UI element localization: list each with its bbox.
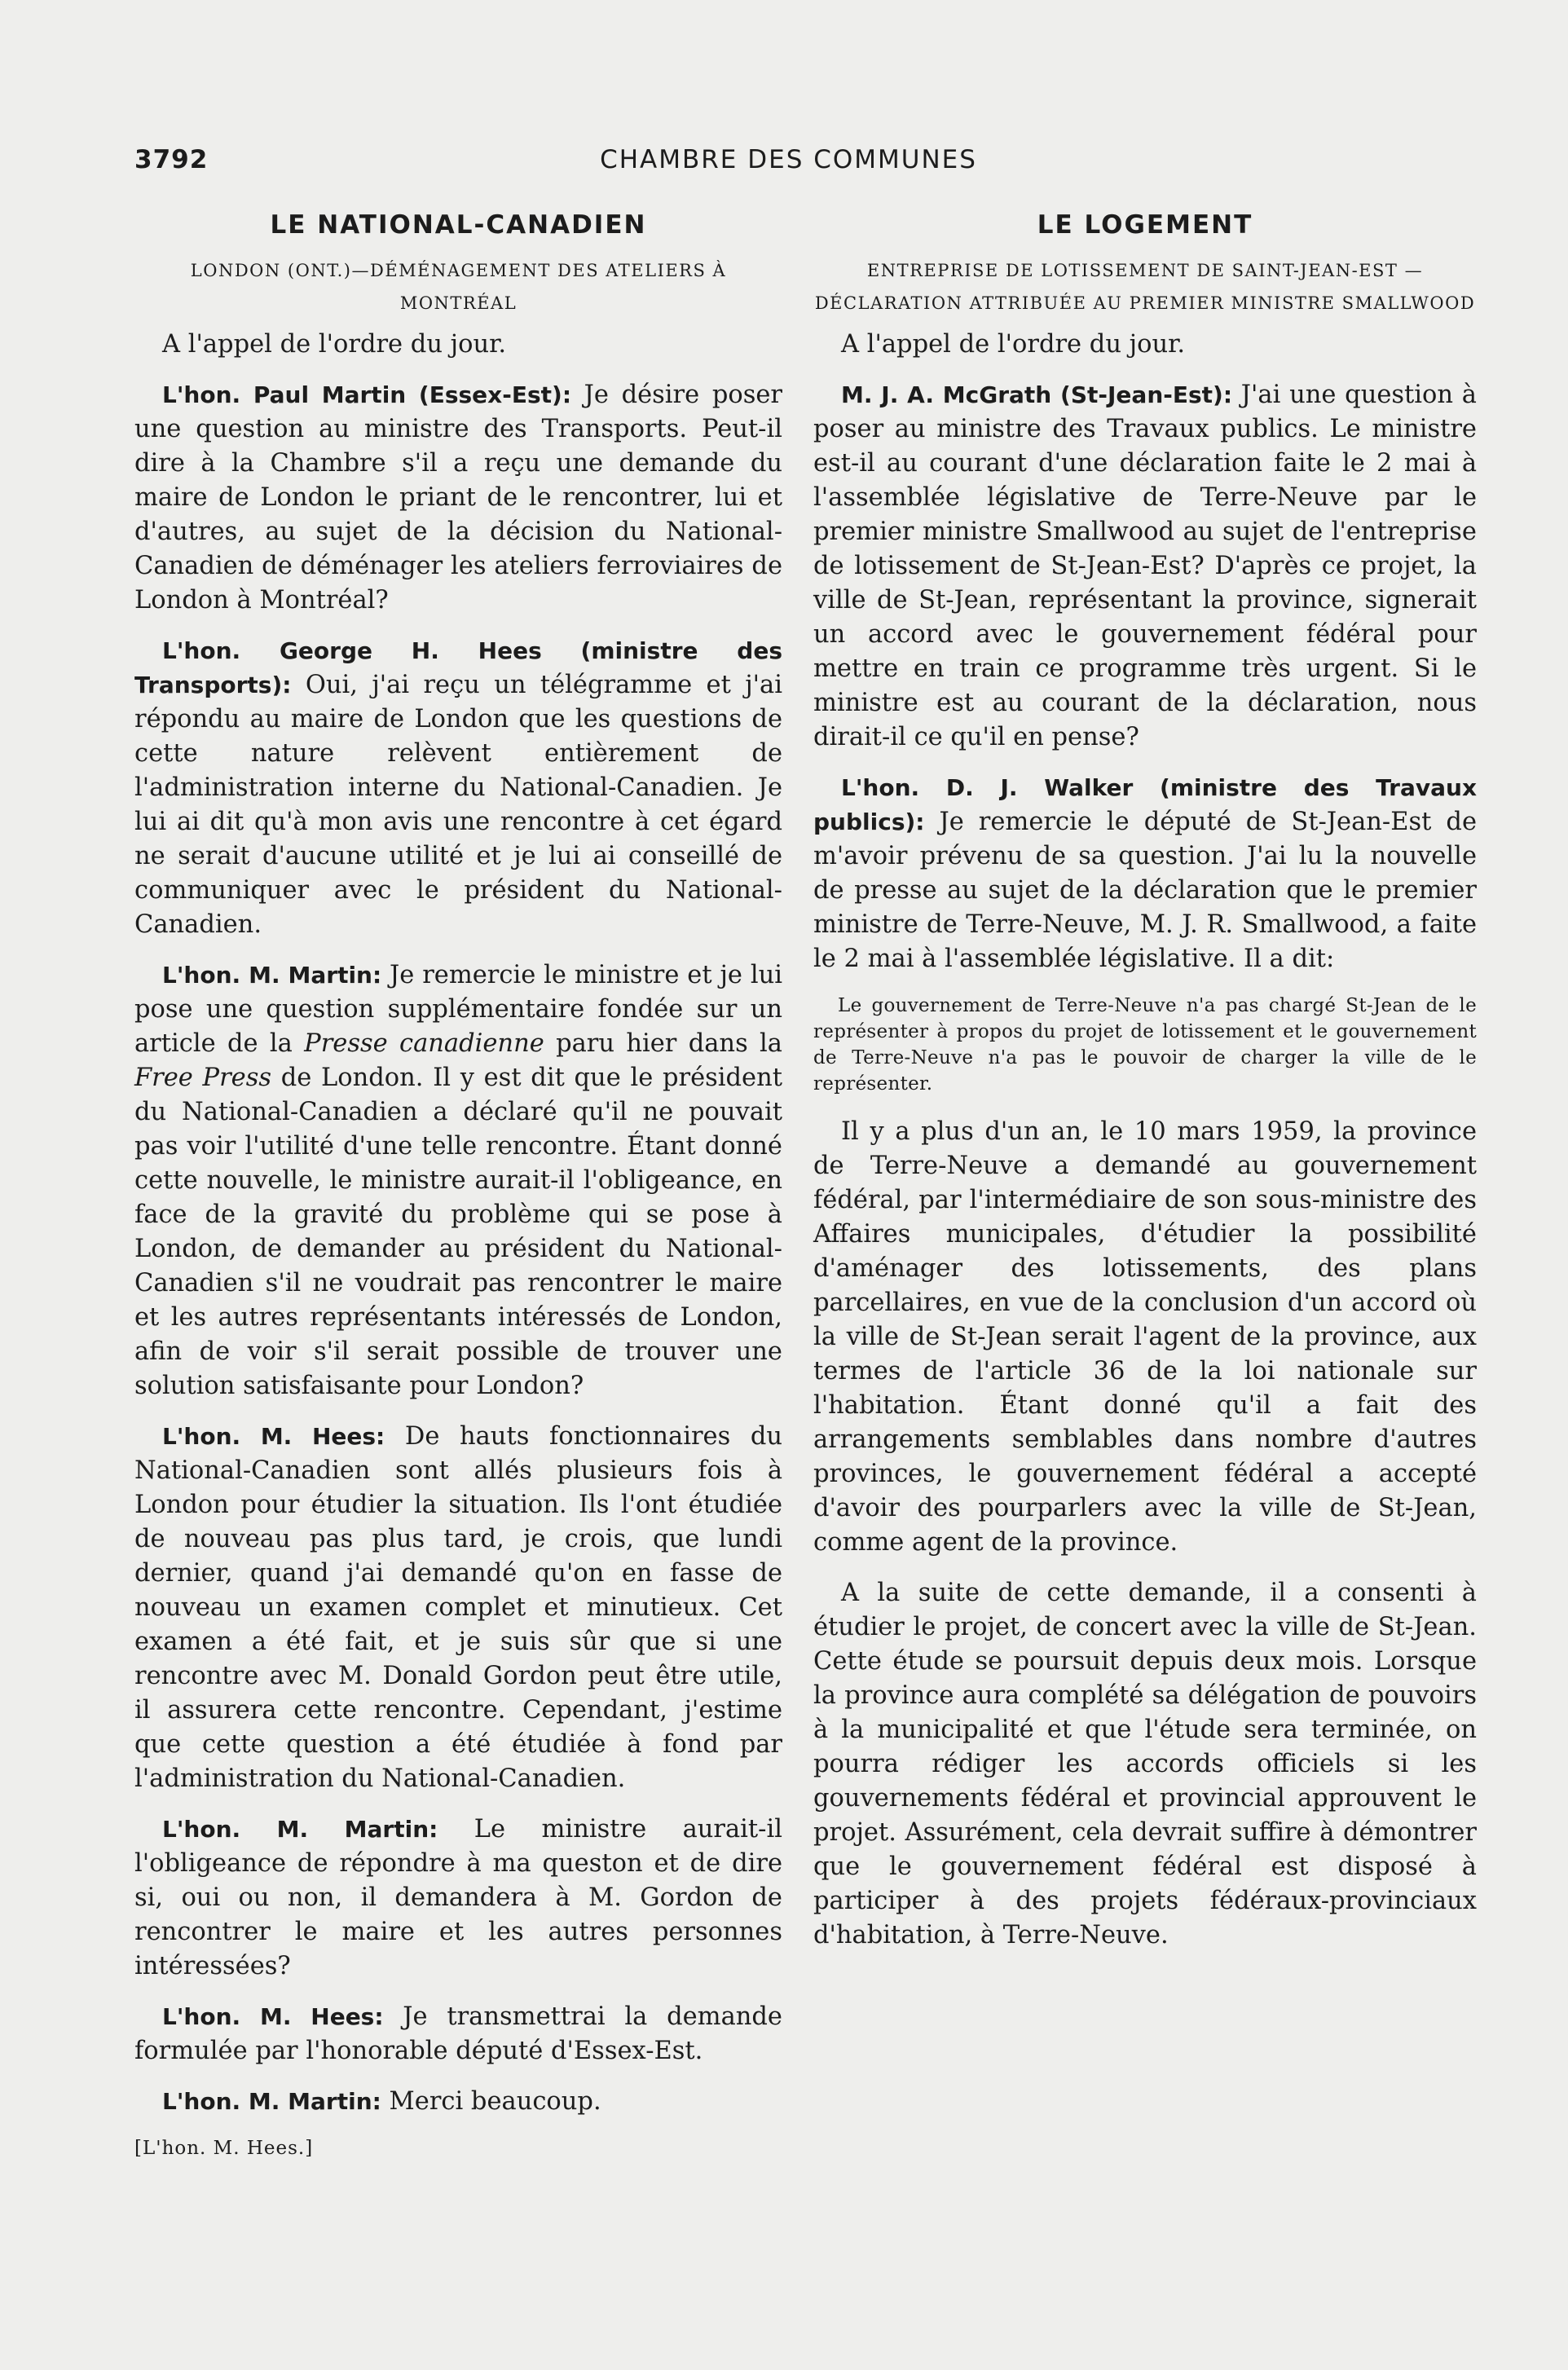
speech-text: Merci beaucoup. xyxy=(381,2087,601,2116)
section-title-logement: LE LOGEMENT xyxy=(1037,210,1253,240)
speaker-name: L'hon. M. Hees: xyxy=(162,1423,385,1450)
paragraph xyxy=(134,2000,782,2068)
left-column xyxy=(134,210,782,2161)
speech-text: paru hier dans la xyxy=(544,1029,782,1058)
speaker-name: M. J. A. McGrath (St-Jean-Est): xyxy=(841,381,1233,408)
paragraph xyxy=(134,1813,782,1984)
speech-text: Je transmettrai la demande formulée par l'honorable député d'Essex-Est. xyxy=(134,2002,782,2065)
paragraph xyxy=(134,1420,782,1796)
paragraph: A la suite de cette demande, il a consenti à étudier le projet, de concert avec la ville de St-Jean. Cette étude se poursuit depuis deux mois. Lorsque la province aura complété sa délégation de pouvoirs à la municipalité et que l'étude sera terminée, on pourra rédiger les accords officiels si les gouvernements fédéral et provincial approuvent le projet. Assurément, cela devrait suffire à démontrer que le gouvernement fédéral est disposé à participer à des projets fédéraux-provinciaux d'habitation, à Terre-Neuve. xyxy=(813,1579,1477,1949)
section-subhead-st-jean-est: ENTREPRISE DE LOTISSEMENT DE SAINT-JEAN-EST —DÉCLARATION ATTRIBUÉE AU PREMIER MINISTRE SMALLWOOD xyxy=(814,261,1476,313)
paragraph xyxy=(134,2085,782,2119)
paragraph: A l'appel de l'ordre du jour. xyxy=(841,330,1186,359)
paragraph xyxy=(134,634,782,942)
speech-text: J'ai une question à poser au ministre des Travaux publics. Le ministre est-il au courant d'une déclaration faite le 2 mai à l'assemblée législative de Terre-Neuve par le premier ministre Smallwood au sujet de l'entreprise de lotissement de St-Jean-Est? D'après ce projet, la ville de St-Jean, représentant la province, signerait un accord avec le gouvernement fédéral pour mettre en train ce programme très urgent. Si le ministre est au courant de la déclaration, nous dirait-il ce qu'il en pense? xyxy=(813,381,1477,751)
paragraph xyxy=(813,378,1477,755)
speech-text: Oui, j'ai reçu un télégramme et j'ai répondu au maire de London que les questions de cette nature relèvent entièrement de l'administration interne du National-Canadien. Je lui ai dit qu'à mon avis une rencontre à cet égard ne serait d'aucune utilité et je lui ai conseillé de communiquer avec le président du National-Canadien. xyxy=(134,671,782,939)
speech-text: Je remercie le député de St-Jean-Est de m'avoir prévenu de sa question. J'ai lu la nouvelle de presse au sujet de la déclaration que le premier ministre de Terre-Neuve, M. J. R. Smallwood, a faite le 2 mai à l'assemblée législative. Il a dit: xyxy=(813,808,1477,973)
speech-text: de London. Il y est dit que le président du National-Canadien a déclaré qu'il ne pouvait pas voir l'utilité d'une telle rencontre. Étant donné cette nouvelle, le ministre aurait-il l'obligeance, en face de la gravité du problème qui se pose à London, de demander au président du National-Canadien s'il ne voudrait pas rencontrer le maire et les autres représentants intéressés de London, afin de voir s'il serait possible de trouver une solution satisfaisante pour London? xyxy=(134,1064,782,1400)
page-header xyxy=(134,145,1442,183)
section-subhead-london: LONDON (ONT.)—DÉMÉNAGEMENT DES ATELIERS À MONTRÉAL xyxy=(190,261,727,313)
page-number: 3792 xyxy=(134,145,209,174)
speaker-name: L'hon. George H. Hees (ministre des Transports): xyxy=(134,637,782,698)
speech-text: Je désire poser une question au ministre des Transports. Peut-il dire à la Chambre s'il a reçu une demande du maire de London le priant de le rencontrer, lui et d'autres, au sujet de la décision du National-Canadien de déménager les ateliers ferroviaires de London à Montréal? xyxy=(134,381,782,615)
running-title: CHAMBRE DES COMMUNES xyxy=(600,145,977,174)
paragraph: A l'appel de l'ordre du jour. xyxy=(162,330,507,359)
speaker-name: L'hon. D. J. Walker (ministre des Travaux publics): xyxy=(813,774,1477,835)
speaker-name: L'hon. M. Martin: xyxy=(162,2088,381,2115)
footer-speaker-note: [L'hon. M. Hees.] xyxy=(134,2138,314,2159)
speaker-name: L'hon. M. Hees: xyxy=(162,2003,384,2030)
speech-text: Je remercie le ministre et je lui pose une question supplémentaire fondée sur un article de la xyxy=(134,961,782,1058)
speaker-name: L'hon. M. Martin: xyxy=(162,1816,438,1843)
speech-text: De hauts fonctionnaires du National-Canadien sont allés plusieurs fois à London pour étudier la situation. Ils l'ont étudiée de nouveau pas plus tard, je crois, que lundi dernier, quand j'ai demandé qu'on en fasse de nouveau un examen complet et minutieux. Cet examen a été fait, et je suis sûr que si une rencontre avec M. Donald Gordon peut être utile, il assurera cette rencontre. Cependant, j'estime que cette question a été étudiée à fond par l'administration du National-Canadien. xyxy=(134,1422,782,1793)
paragraph xyxy=(134,378,782,618)
block-quote: Le gouvernement de Terre-Neuve n'a pas chargé St-Jean de le représenter à propos du projet de lotissement et le gouvernement de Terre-Neuve n'a pas le pouvoir de charger la ville de le représenter. xyxy=(813,995,1477,1095)
paragraph xyxy=(134,958,782,1403)
speaker-name: L'hon. M. Martin: xyxy=(162,962,382,989)
speech-text: Le ministre aurait-il l'obligeance de répondre à ma queston et de dire si, oui ou non, il demandera à M. Gordon de rencontrer le maire et les autres personnes intéressées? xyxy=(134,1815,782,1980)
paragraph xyxy=(813,771,1477,976)
paragraph: Il y a plus d'un an, le 10 mars 1959, la province de Terre-Neuve a demandé au gouvernement fédéral, par l'intermédiaire de son sous-ministre des Affaires municipales, d'étudier la possibilité d'aménager des lotissements, des plans parcellaires, en vue de la conclusion d'un accord où la ville de St-Jean serait l'agent de la province, aux termes de l'article 36 de la loi nationale sur l'habitation. Étant donné qu'il a fait des arrangements semblables dans nombre d'autres provinces, le gouvernement fédéral a accepté d'avoir des pourparlers avec la ville de St-Jean, comme agent de la province. xyxy=(813,1117,1477,1557)
section-title-national-canadien: LE NATIONAL-CANADIEN xyxy=(270,210,647,240)
right-column xyxy=(813,210,1477,1969)
publication-title: Free Press xyxy=(134,1064,272,1092)
speaker-name: L'hon. Paul Martin (Essex-Est): xyxy=(162,381,572,408)
publication-title: Presse canadienne xyxy=(304,1029,544,1058)
